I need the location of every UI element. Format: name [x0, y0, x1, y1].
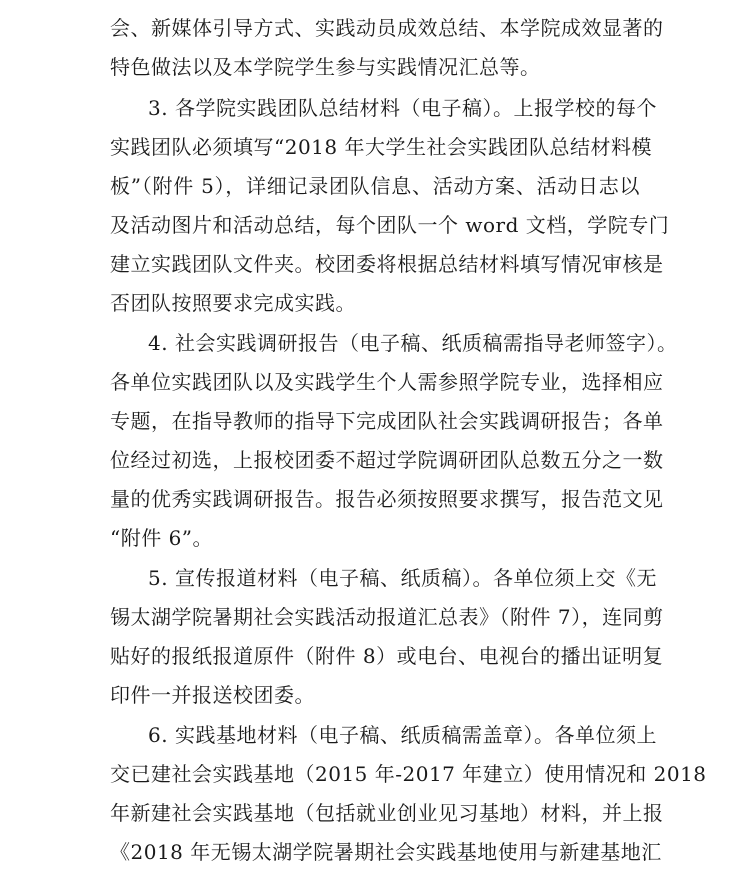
text-line: 《2018 年无锡太湖学院暑期社会实践基地使用与新建基地汇 — [110, 840, 662, 864]
text-line: 年新建社会实践基地（包括就业创业见习基地）材料，并上报 — [110, 801, 664, 825]
text-line: 建立实践团队文件夹。校团委将根据总结材料填写情况审核是 — [110, 252, 664, 276]
text-line: 会、新媒体引导方式、实践动员成效总结、本学院成效显著的 — [110, 16, 664, 40]
text-line: 位经过初选，上报校团委不超过学院调研团队总数五分之一数 — [110, 448, 664, 472]
text-line: 各单位实践团队以及实践学生个人需参照学院专业，选择相应 — [110, 370, 664, 394]
text-line: 板”（附件 5），详细记录团队信息、活动方案、活动日志以 — [110, 174, 640, 198]
text-line: “附件 6”。 — [110, 526, 214, 550]
text-line: 实践团队必须填写“2018 年大学生社会实践团队总结材料模 — [110, 135, 652, 159]
text-line: 特色做法以及本学院学生参与实践情况汇总等。 — [110, 55, 541, 79]
text-line: 否团队按照要求完成实践。 — [110, 291, 356, 315]
text-line: 印件一并报送校团委。 — [110, 683, 315, 707]
text-line: 锡太湖学院暑期社会实践活动报道汇总表》（附件 7），连同剪 — [110, 605, 664, 629]
paragraph-6-heading: 6. 实践基地材料（电子稿、纸质稿需盖章）。各单位须上 — [148, 723, 657, 747]
paragraph-3-heading: 3. 各学院实践团队总结材料（电子稿）。上报学校的每个 — [148, 96, 657, 120]
text-line: 贴好的报纸报道原件（附件 8）或电台、电视台的播出证明复 — [110, 644, 664, 668]
text-line: 专题，在指导教师的指导下完成团队社会实践调研报告；各单 — [110, 409, 664, 433]
paragraph-4-heading: 4. 社会实践调研报告（电子稿、纸质稿需指导老师签字）。 — [148, 331, 678, 355]
text-line: 量的优秀实践调研报告。报告必须按照要求撰写，报告范文见 — [110, 487, 664, 511]
paragraph-5-heading: 5. 宣传报道材料（电子稿、纸质稿）。各单位须上交《无 — [148, 566, 657, 590]
text-line: 交已建社会实践基地（2015 年-2017 年建立）使用情况和 2018 — [110, 762, 707, 786]
text-line: 及活动图片和活动总结，每个团队一个 word 文档，学院专门 — [110, 213, 670, 237]
